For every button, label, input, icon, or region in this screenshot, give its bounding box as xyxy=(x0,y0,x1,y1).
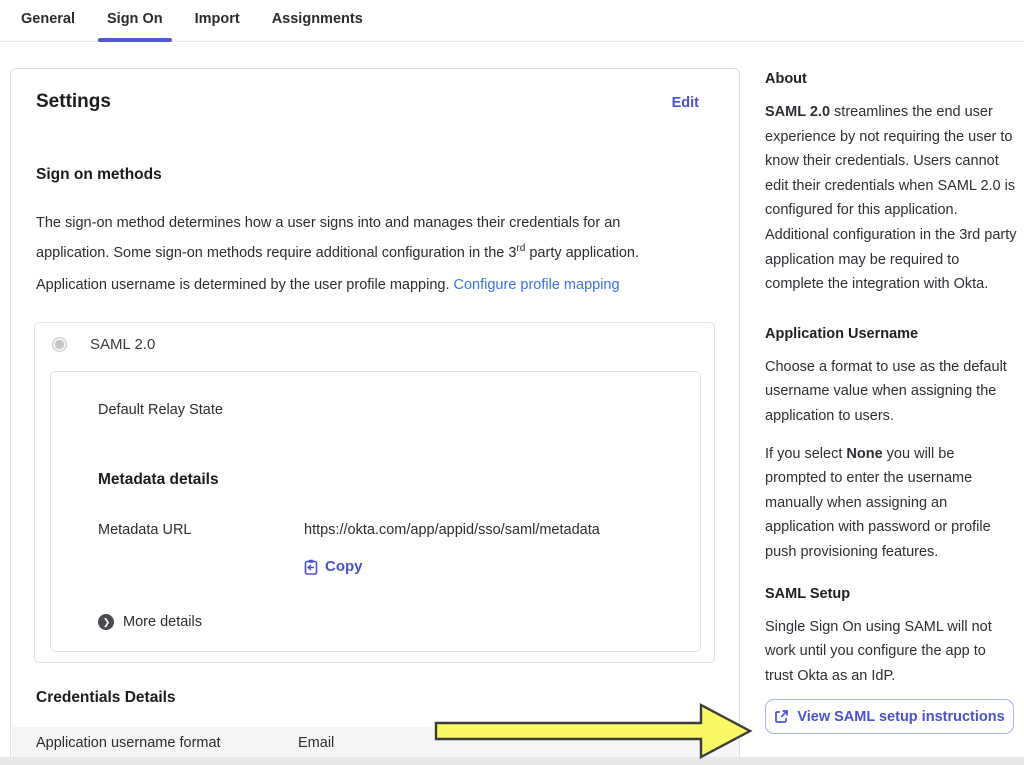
description-text: The sign-on method determines how a user signs into and manages their credentials for an application. Some sign-on methods require additional configuration in the 3 xyxy=(36,215,621,261)
setup-button-label: View SAML setup instructions xyxy=(797,708,1005,725)
tab-general[interactable]: General xyxy=(21,11,75,27)
view-saml-setup-instructions-button[interactable] xyxy=(765,699,1014,734)
credentials-details-title: Credentials Details xyxy=(36,689,176,706)
username-mapping-text: Application username is determined by the user profile mapping. xyxy=(36,277,454,293)
about-paragraph xyxy=(765,100,1017,297)
description-superscript: rd xyxy=(516,243,526,254)
sign-on-methods-title: Sign on methods xyxy=(36,166,162,183)
description-text-tail: party application. xyxy=(525,244,639,261)
application-username-paragraph-2 xyxy=(765,442,1017,565)
none-bold: None xyxy=(846,445,883,462)
p2-lead: If you select xyxy=(765,445,847,462)
copy-metadata-url-button[interactable] xyxy=(304,558,363,575)
application-username-paragraph-1: Choose a format to use as the default username value when assigning the application to users. xyxy=(765,358,1007,424)
metadata-url-label: Metadata URL xyxy=(98,522,192,538)
application-username-heading: Application Username xyxy=(765,325,919,342)
saml-bold-lead: SAML 2.0 xyxy=(765,104,831,120)
p2-tail: you will be prompted to enter the username manually when assigning an application with password or profile push provisioning features. xyxy=(765,445,991,560)
chevron-right-icon: ❯ xyxy=(98,614,114,630)
about-heading: About xyxy=(765,71,807,87)
clipboard-copy-icon xyxy=(304,559,318,575)
more-details-expander[interactable] xyxy=(98,614,202,630)
help-sidebar xyxy=(765,64,1017,734)
application-username-format-value: Email xyxy=(298,734,335,751)
saml-setup-paragraph: Single Sign On using SAML will not work until you configure the app to trust Okta as an IdP. xyxy=(765,618,992,684)
metadata-url-value: https://okta.com/app/appid/sso/saml/metadata xyxy=(304,522,600,538)
tab-sign-on[interactable]: Sign On xyxy=(98,11,172,41)
saml-setup-heading: SAML Setup xyxy=(765,585,851,602)
tab-assignments[interactable]: Assignments xyxy=(271,11,363,27)
sign-on-methods-description xyxy=(36,211,664,266)
edit-button[interactable]: Edit xyxy=(671,95,699,111)
tab-import[interactable]: Import xyxy=(194,11,240,27)
application-username-format-label: Application username format xyxy=(36,734,221,751)
external-link-icon xyxy=(774,709,789,724)
saml-option-card xyxy=(34,322,715,663)
application-username-description xyxy=(36,273,696,298)
saml-radio-label: SAML 2.0 xyxy=(90,336,156,353)
settings-title: Settings xyxy=(36,91,111,112)
yellow-annotation-arrow xyxy=(433,702,755,762)
app-tab-bar xyxy=(0,0,1024,42)
metadata-details-title: Metadata details xyxy=(98,471,219,488)
settings-card xyxy=(10,68,740,765)
saml-radio-row[interactable] xyxy=(52,336,155,353)
configure-profile-mapping-link[interactable]: Configure profile mapping xyxy=(453,277,620,293)
more-details-label: More details xyxy=(123,614,202,630)
saml-radio-button[interactable] xyxy=(52,337,67,352)
default-relay-state-label: Default Relay State xyxy=(98,402,223,418)
saml-details-card xyxy=(50,371,701,652)
copy-label: Copy xyxy=(325,558,363,575)
about-text: streamlines the end user experience by not requiring the user to know their credentials. Users cannot edit their credentials when SAML 2.0 is configured for this application. Additional configuration in the 3rd party application may be required to complete the integration with Okta. xyxy=(765,104,1017,293)
